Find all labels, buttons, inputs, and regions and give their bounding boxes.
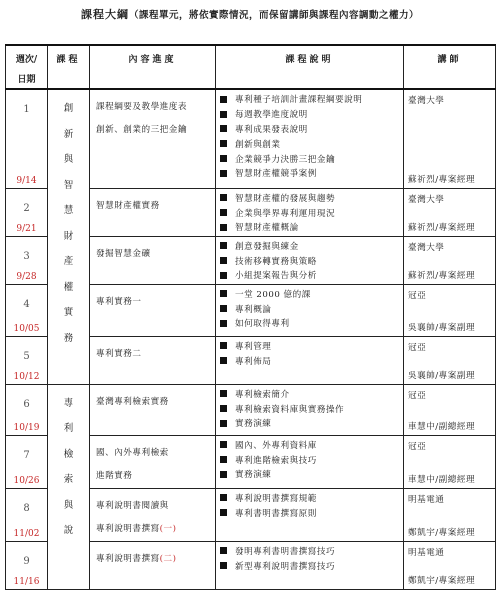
content-cell bbox=[90, 541, 216, 589]
unit-char: 產 bbox=[63, 256, 74, 267]
week-cell bbox=[6, 284, 48, 336]
week-cell bbox=[6, 541, 48, 589]
black-square-bullet-icon bbox=[220, 471, 227, 478]
content-cell bbox=[90, 284, 216, 336]
content-line bbox=[96, 96, 211, 119]
description-item bbox=[220, 92, 401, 107]
week-date: 9/14 bbox=[16, 175, 37, 186]
description-text: 創意發掘與練金 bbox=[235, 241, 299, 252]
description-item bbox=[220, 107, 401, 122]
black-square-bullet-icon bbox=[220, 509, 227, 516]
content-line bbox=[96, 518, 211, 541]
black-square-bullet-icon bbox=[220, 194, 227, 201]
description-text: 專利書明書撰寫原則 bbox=[235, 508, 317, 519]
title-main: 課程大綱 bbox=[80, 8, 129, 21]
lecturer-org: 臺灣大學 bbox=[408, 242, 445, 253]
description-item bbox=[220, 467, 401, 482]
black-square-bullet-icon bbox=[220, 290, 227, 297]
description-item bbox=[220, 505, 401, 520]
week-cell bbox=[6, 236, 48, 284]
black-square-bullet-icon bbox=[220, 342, 227, 349]
content-line bbox=[96, 391, 211, 414]
black-square-bullet-icon bbox=[220, 170, 227, 177]
unit-char: 智 bbox=[63, 179, 74, 191]
week-cell bbox=[6, 336, 48, 384]
description-cell bbox=[216, 384, 404, 435]
description-item bbox=[220, 301, 401, 316]
lecturer-name: 鄭凱宇/專案經理 bbox=[408, 527, 476, 538]
header-lecturer: 講師 bbox=[404, 45, 496, 89]
description-item bbox=[220, 401, 401, 416]
content-line bbox=[96, 119, 211, 142]
content-cell bbox=[90, 236, 216, 284]
header-unit: 課程 bbox=[48, 45, 90, 89]
description-item bbox=[220, 558, 401, 573]
page-title bbox=[0, 6, 500, 22]
unit-char: 創 bbox=[63, 103, 74, 114]
course-unit-cell bbox=[48, 89, 90, 384]
description-item bbox=[220, 387, 401, 402]
content-text: 專利實務二 bbox=[96, 348, 142, 359]
description-item bbox=[220, 353, 401, 368]
lecturer-cell bbox=[404, 236, 496, 284]
week-cell bbox=[6, 435, 48, 488]
content-text: 專利實務一 bbox=[96, 296, 142, 307]
content-part-number: (二) bbox=[159, 553, 177, 564]
description-text: 技術移轉實務與策略 bbox=[235, 256, 317, 267]
unit-char: 財 bbox=[63, 230, 74, 242]
description-text: 每週教學進度說明 bbox=[235, 110, 308, 121]
unit-char: 說 bbox=[63, 525, 74, 536]
description-cell bbox=[216, 435, 404, 488]
week-date: 10/12 bbox=[13, 371, 40, 382]
description-cell bbox=[216, 284, 404, 336]
content-text: 專利說明書撰寫 bbox=[96, 553, 160, 564]
description-text: 智慧財產權競爭案例 bbox=[235, 169, 317, 180]
content-line bbox=[96, 291, 211, 314]
description-text: 專利種子培訓計畫課程綱要說明 bbox=[235, 95, 363, 106]
week-date: 10/26 bbox=[13, 475, 40, 486]
content-line bbox=[96, 548, 211, 571]
lecturer-org: 明基電通 bbox=[408, 547, 445, 558]
description-text: 國內、外專利資料庫 bbox=[235, 440, 317, 451]
week-number: 1 bbox=[23, 104, 30, 115]
description-text: 發明專利書明書撰寫技巧 bbox=[235, 546, 336, 557]
description-item bbox=[220, 287, 401, 302]
content-line bbox=[96, 465, 211, 488]
description-text: 實務演練 bbox=[235, 470, 272, 481]
unit-char: 索 bbox=[63, 474, 74, 485]
lecturer-cell bbox=[404, 188, 496, 236]
description-text: 企業與學界專利運用現況 bbox=[235, 208, 336, 219]
content-cell bbox=[90, 384, 216, 435]
lecturer-name: 車慧中/副總經理 bbox=[408, 421, 476, 432]
black-square-bullet-icon bbox=[220, 272, 227, 279]
lecturer-org: 冠亞 bbox=[408, 441, 427, 452]
week-cell bbox=[6, 488, 48, 541]
black-square-bullet-icon bbox=[220, 224, 227, 231]
black-square-bullet-icon bbox=[220, 441, 227, 448]
description-item bbox=[220, 166, 401, 181]
content-text: 發掘智慧金礦 bbox=[96, 248, 151, 259]
content-line bbox=[96, 195, 211, 218]
description-item bbox=[220, 191, 401, 206]
lecturer-name: 蘇祈烈/專案經理 bbox=[408, 174, 476, 185]
lecturer-name: 蘇祈烈/專案經理 bbox=[408, 270, 476, 281]
description-text: 專利概論 bbox=[235, 304, 272, 315]
title-subtitle: （課程單元，將依實際情況，而保留講師與課程內容調動之權力） bbox=[128, 10, 419, 21]
week-number: 4 bbox=[23, 298, 30, 310]
week-number: 6 bbox=[23, 398, 30, 410]
lecturer-org: 臺灣大學 bbox=[408, 96, 445, 106]
black-square-bullet-icon bbox=[220, 320, 227, 327]
black-square-bullet-icon bbox=[220, 305, 227, 312]
lecturer-cell bbox=[404, 488, 496, 541]
description-cell bbox=[216, 236, 404, 284]
black-square-bullet-icon bbox=[220, 257, 227, 264]
content-line bbox=[96, 243, 211, 266]
lecturer-cell bbox=[404, 89, 496, 188]
description-text: 專利成果發表說明 bbox=[235, 124, 308, 135]
description-item bbox=[220, 205, 401, 220]
black-square-bullet-icon bbox=[220, 456, 227, 463]
lecturer-name: 吳襄帥/專案副理 bbox=[408, 322, 476, 333]
black-square-bullet-icon bbox=[220, 96, 227, 103]
unit-char: 新 bbox=[63, 128, 74, 140]
lecturer-org: 明基電通 bbox=[408, 494, 445, 505]
black-square-bullet-icon bbox=[220, 242, 227, 249]
description-cell bbox=[216, 541, 404, 589]
black-square-bullet-icon bbox=[220, 209, 227, 216]
week-cell bbox=[6, 89, 48, 188]
week-date: 11/02 bbox=[13, 528, 40, 539]
black-square-bullet-icon bbox=[220, 494, 227, 501]
description-cell bbox=[216, 89, 404, 188]
content-line bbox=[96, 495, 211, 518]
lecturer-name: 鄭凱宇/專案經理 bbox=[408, 575, 476, 586]
description-text: 一堂 2000 億的課 bbox=[235, 289, 311, 300]
week-date: 11/16 bbox=[13, 576, 40, 587]
description-item bbox=[220, 416, 401, 431]
lecturer-cell bbox=[404, 541, 496, 589]
content-line bbox=[96, 442, 211, 465]
week-number: 9 bbox=[23, 555, 30, 567]
unit-char: 與 bbox=[63, 499, 74, 511]
header-week: 週次/ 日期 bbox=[6, 45, 48, 89]
content-cell bbox=[90, 435, 216, 488]
lecturer-cell bbox=[404, 384, 496, 435]
week-cell bbox=[6, 384, 48, 435]
content-text: 智慧財產權實務 bbox=[96, 200, 160, 211]
description-text: 新型專利說明書撰寫技巧 bbox=[235, 561, 336, 572]
content-cell bbox=[90, 336, 216, 384]
description-item bbox=[220, 316, 401, 331]
table-row bbox=[6, 89, 496, 188]
description-text: 企業競爭力決勝三把金鑰 bbox=[235, 154, 336, 165]
description-text: 智慧財產權概論 bbox=[235, 223, 299, 234]
lecturer-cell bbox=[404, 435, 496, 488]
content-text: 創新、創業的三把金鑰 bbox=[96, 125, 187, 135]
lecturer-name: 車慧中/副總經理 bbox=[408, 474, 476, 485]
black-square-bullet-icon bbox=[220, 562, 227, 569]
description-item bbox=[220, 339, 401, 354]
header-description: 課程說明 bbox=[216, 45, 404, 89]
week-date: 9/21 bbox=[16, 223, 37, 234]
black-square-bullet-icon bbox=[220, 357, 227, 364]
description-item bbox=[220, 151, 401, 166]
description-item bbox=[220, 268, 401, 283]
description-cell bbox=[216, 336, 404, 384]
description-item bbox=[220, 136, 401, 151]
unit-char: 利 bbox=[63, 423, 74, 434]
lecturer-org: 冠亞 bbox=[408, 342, 427, 353]
table-row bbox=[6, 384, 496, 435]
description-item bbox=[220, 438, 401, 453]
black-square-bullet-icon bbox=[220, 155, 227, 162]
lecturer-cell bbox=[404, 284, 496, 336]
header-content: 內容進度 bbox=[90, 45, 216, 89]
description-text: 專利檢索簡介 bbox=[235, 389, 290, 400]
lecturer-name: 吳襄帥/專案副理 bbox=[408, 370, 476, 381]
content-cell bbox=[90, 89, 216, 188]
content-text: 進階實務 bbox=[96, 470, 133, 481]
description-cell bbox=[216, 188, 404, 236]
description-item bbox=[220, 491, 401, 506]
black-square-bullet-icon bbox=[220, 547, 227, 554]
lecturer-org: 臺灣大學 bbox=[408, 194, 445, 205]
description-text: 如何取得專利 bbox=[235, 319, 290, 330]
week-number: 2 bbox=[23, 202, 30, 214]
description-item bbox=[220, 220, 401, 235]
content-text: 臺灣專利檢索實務 bbox=[96, 396, 169, 407]
lecturer-cell bbox=[404, 336, 496, 384]
content-text: 課程綱要及教學進度表 bbox=[96, 102, 187, 112]
unit-char: 檢 bbox=[63, 448, 74, 460]
description-text: 專利檢索資料庫與實務操作 bbox=[235, 404, 345, 415]
content-text: 專利說明書閱讀與 bbox=[96, 500, 169, 511]
description-item bbox=[220, 122, 401, 137]
content-line bbox=[96, 343, 211, 366]
content-text: 專利說明書撰寫 bbox=[96, 523, 160, 534]
black-square-bullet-icon bbox=[220, 405, 227, 412]
week-date: 10/19 bbox=[13, 422, 40, 433]
unit-char: 務 bbox=[63, 332, 74, 344]
unit-char: 實 bbox=[63, 307, 74, 318]
week-number: 5 bbox=[23, 350, 30, 362]
description-text: 小組提案報告與分析 bbox=[235, 271, 317, 282]
content-cell bbox=[90, 188, 216, 236]
lecturer-org: 冠亞 bbox=[408, 390, 427, 401]
description-text: 實務演練 bbox=[235, 419, 272, 430]
table-header-row bbox=[6, 45, 496, 89]
black-square-bullet-icon bbox=[220, 111, 227, 118]
black-square-bullet-icon bbox=[220, 390, 227, 397]
description-item bbox=[220, 253, 401, 268]
week-number: 7 bbox=[23, 449, 30, 461]
description-item bbox=[220, 544, 401, 559]
content-text: 國、內外專利檢索 bbox=[96, 447, 169, 458]
description-text: 專利管理 bbox=[235, 341, 272, 352]
unit-char: 與 bbox=[63, 154, 74, 165]
description-text: 智慧財產權的發展與趨勢 bbox=[235, 193, 336, 204]
black-square-bullet-icon bbox=[220, 420, 227, 427]
week-number: 3 bbox=[23, 250, 30, 262]
week-cell bbox=[6, 188, 48, 236]
description-text: 專利佈局 bbox=[235, 356, 272, 367]
syllabus-table bbox=[5, 44, 496, 590]
description-text: 創新與創業 bbox=[235, 139, 281, 150]
unit-char: 慧 bbox=[63, 205, 74, 216]
description-cell bbox=[216, 488, 404, 541]
content-cell bbox=[90, 488, 216, 541]
week-date: 9/28 bbox=[16, 271, 37, 282]
week-date: 10/05 bbox=[13, 323, 40, 334]
content-part-number: (一) bbox=[159, 523, 177, 534]
course-unit-cell bbox=[48, 384, 90, 589]
description-text: 專利說明書撰寫規範 bbox=[235, 493, 317, 504]
description-item bbox=[220, 239, 401, 254]
black-square-bullet-icon bbox=[220, 140, 227, 147]
unit-char: 權 bbox=[63, 281, 74, 293]
unit-char: 專 bbox=[63, 397, 74, 409]
description-item bbox=[220, 452, 401, 467]
lecturer-name: 蘇祈烈/專案經理 bbox=[408, 222, 476, 233]
lecturer-org: 冠亞 bbox=[408, 290, 427, 301]
description-text: 專利進階檢索與技巧 bbox=[235, 455, 317, 466]
black-square-bullet-icon bbox=[220, 125, 227, 132]
week-number: 8 bbox=[23, 502, 30, 514]
